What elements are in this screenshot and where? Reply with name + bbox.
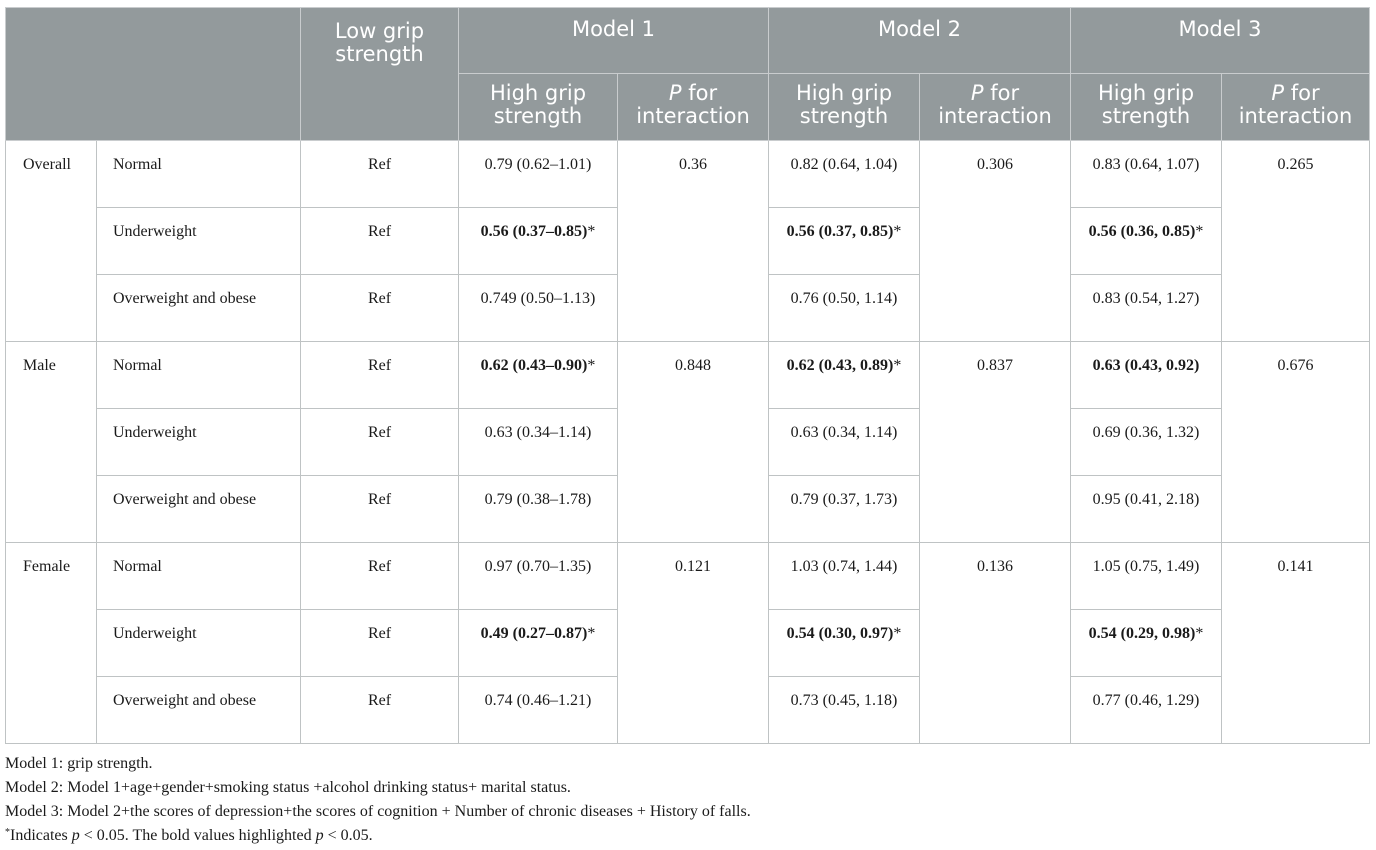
low-grip-ref: Ref bbox=[301, 409, 459, 476]
bmi-category: Underweight bbox=[97, 208, 301, 275]
footnote-model-1: Model 1: grip strength. bbox=[5, 755, 153, 772]
bmi-category: Normal bbox=[97, 543, 301, 610]
model3-or: 0.83 (0.54, 1.27) bbox=[1071, 275, 1222, 342]
model3-or: 0.77 (0.46, 1.29) bbox=[1071, 677, 1222, 744]
low-grip-ref: Ref bbox=[301, 342, 459, 409]
bmi-category: Normal bbox=[97, 141, 301, 208]
table-row bbox=[6, 141, 1370, 208]
bmi-category: Overweight and obese bbox=[97, 275, 301, 342]
footnote-model-3: Model 3: Model 2+the scores of depression+the scores of cognition + Number of chronic diseases + History of falls. bbox=[5, 803, 751, 820]
model1-or: 0.749 (0.50–1.13) bbox=[459, 275, 618, 342]
model2-or: 0.82 (0.64, 1.04) bbox=[769, 141, 920, 208]
model3-or: 0.69 (0.36, 1.32) bbox=[1071, 409, 1222, 476]
group-label: Female bbox=[6, 543, 97, 744]
model1-or: 0.62 (0.43–0.90)* bbox=[459, 342, 618, 409]
model3-or: 0.63 (0.43, 0.92) bbox=[1071, 342, 1222, 409]
model1-or: 0.74 (0.46–1.21) bbox=[459, 677, 618, 744]
table-header bbox=[6, 8, 1370, 141]
model1-or: 0.79 (0.38–1.78) bbox=[459, 476, 618, 543]
header-low-grip: Low grip strength bbox=[301, 8, 459, 141]
model3-or: 0.54 (0.29, 0.98)* bbox=[1071, 610, 1222, 677]
model1-or: 0.97 (0.70–1.35) bbox=[459, 543, 618, 610]
bmi-category: Overweight and obese bbox=[97, 677, 301, 744]
header-model-1: Model 1 bbox=[459, 8, 769, 74]
header-p-interaction-m3: P for interaction bbox=[1222, 74, 1370, 141]
low-grip-ref: Ref bbox=[301, 275, 459, 342]
header-empty-cell bbox=[6, 8, 301, 141]
low-grip-ref: Ref bbox=[301, 677, 459, 744]
header-p-interaction-m2: P for interaction bbox=[920, 74, 1071, 141]
model3-p-interaction: 0.265 bbox=[1222, 141, 1370, 342]
table-row bbox=[6, 543, 1370, 610]
model2-or: 1.03 (0.74, 1.44) bbox=[769, 543, 920, 610]
model1-or: 0.79 (0.62–1.01) bbox=[459, 141, 618, 208]
low-grip-ref: Ref bbox=[301, 476, 459, 543]
table-row bbox=[6, 342, 1370, 409]
header-model-2: Model 2 bbox=[769, 8, 1071, 74]
bmi-category: Normal bbox=[97, 342, 301, 409]
model3-or: 0.83 (0.64, 1.07) bbox=[1071, 141, 1222, 208]
results-table-container bbox=[5, 7, 1369, 744]
low-grip-ref: Ref bbox=[301, 141, 459, 208]
header-high-grip-m1: High grip strength bbox=[459, 74, 618, 141]
model2-p-interaction: 0.837 bbox=[920, 342, 1071, 543]
model1-p-interaction: 0.36 bbox=[618, 141, 769, 342]
table-body bbox=[6, 141, 1370, 744]
header-model-3: Model 3 bbox=[1071, 8, 1370, 74]
model1-or: 0.56 (0.37–0.85)* bbox=[459, 208, 618, 275]
model2-or: 0.54 (0.30, 0.97)* bbox=[769, 610, 920, 677]
header-p-interaction-m1: P for interaction bbox=[618, 74, 769, 141]
model3-p-interaction: 0.141 bbox=[1222, 543, 1370, 744]
bmi-category: Underweight bbox=[97, 610, 301, 677]
low-grip-ref: Ref bbox=[301, 543, 459, 610]
model1-p-interaction: 0.121 bbox=[618, 543, 769, 744]
model2-or: 0.73 (0.45, 1.18) bbox=[769, 677, 920, 744]
model2-p-interaction: 0.136 bbox=[920, 543, 1071, 744]
low-grip-ref: Ref bbox=[301, 208, 459, 275]
low-grip-ref: Ref bbox=[301, 610, 459, 677]
model2-or: 0.79 (0.37, 1.73) bbox=[769, 476, 920, 543]
model3-p-interaction: 0.676 bbox=[1222, 342, 1370, 543]
model1-or: 0.63 (0.34–1.14) bbox=[459, 409, 618, 476]
model1-or: 0.49 (0.27–0.87)* bbox=[459, 610, 618, 677]
table-footnotes bbox=[5, 752, 751, 848]
model3-or: 0.95 (0.41, 2.18) bbox=[1071, 476, 1222, 543]
results-table bbox=[5, 7, 1370, 744]
model1-p-interaction: 0.848 bbox=[618, 342, 769, 543]
footnote-significance: *Indicates p < 0.05. The bold values highlighted p < 0.05. bbox=[5, 827, 373, 844]
header-high-grip-m3: High grip strength bbox=[1071, 74, 1222, 141]
model3-or: 1.05 (0.75, 1.49) bbox=[1071, 543, 1222, 610]
header-high-grip-m2: High grip strength bbox=[769, 74, 920, 141]
model2-p-interaction: 0.306 bbox=[920, 141, 1071, 342]
footnote-model-2: Model 2: Model 1+age+gender+smoking status +alcohol drinking status+ marital status. bbox=[5, 779, 571, 796]
model3-or: 0.56 (0.36, 0.85)* bbox=[1071, 208, 1222, 275]
model2-or: 0.56 (0.37, 0.85)* bbox=[769, 208, 920, 275]
group-label: Overall bbox=[6, 141, 97, 342]
model2-or: 0.62 (0.43, 0.89)* bbox=[769, 342, 920, 409]
model2-or: 0.63 (0.34, 1.14) bbox=[769, 409, 920, 476]
bmi-category: Underweight bbox=[97, 409, 301, 476]
group-label: Male bbox=[6, 342, 97, 543]
bmi-category: Overweight and obese bbox=[97, 476, 301, 543]
model2-or: 0.76 (0.50, 1.14) bbox=[769, 275, 920, 342]
